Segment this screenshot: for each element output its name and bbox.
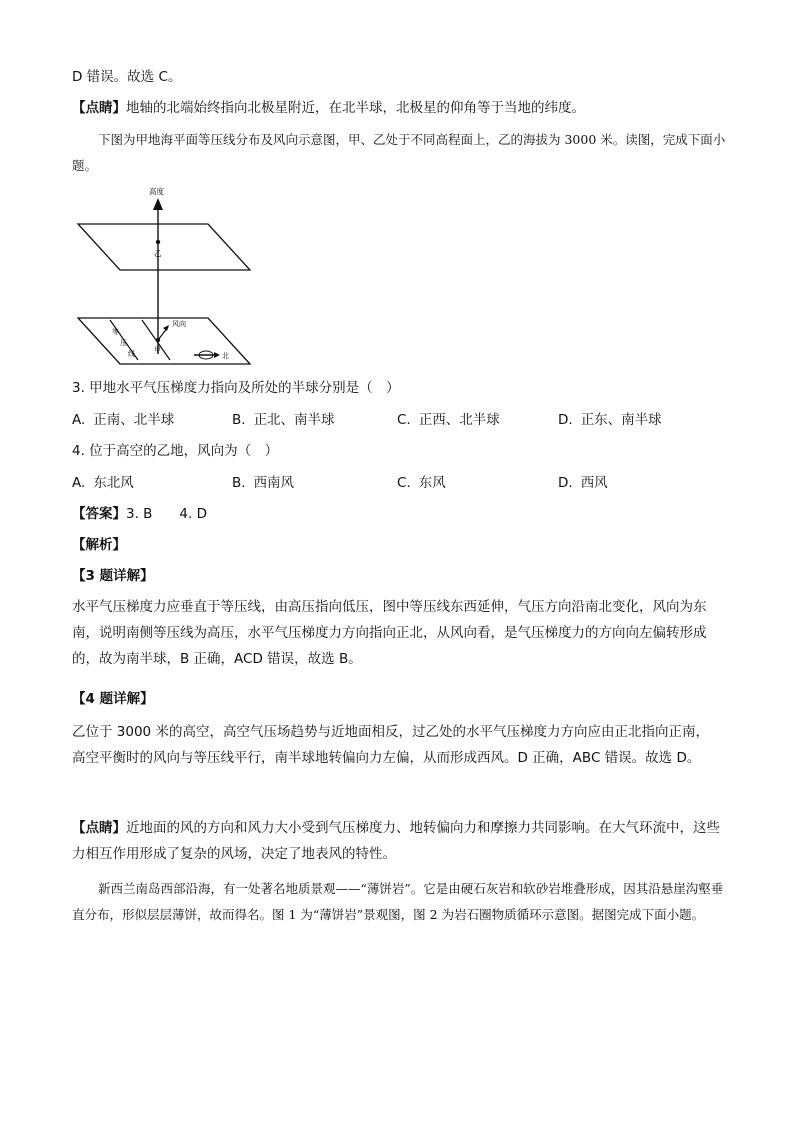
question-4-stem: 4. 位于高空的乙地，风向为（ ） [72, 443, 279, 459]
analysis-label: 【解析】 [72, 537, 126, 553]
intro-paragraph-2: 新西兰南岛西部沿海，有一处著名地质景观——“薄饼岩”。它是由硬石灰岩和软砂岩堆叠形成，因其沿悬崖沟壑垂直分布，形似层层薄饼，故而得名。图 1 为“薄饼岩”景观图，图 2 为岩石圈物质循环示意图。据图完成下面小题。 [72, 881, 724, 922]
isobar-label-char-1: 等 [112, 328, 119, 336]
q3-option-a: A. 正南、北半球 [72, 412, 175, 428]
q3-option-d: D. 正东、南半球 [558, 412, 662, 428]
dianjing-label-1: 【点睛】 [72, 100, 126, 116]
q3-option-b: B. 正北、南半球 [232, 412, 335, 428]
label-jia: 甲 [154, 346, 161, 354]
dianjing-1 [72, 98, 585, 118]
point-yi [156, 240, 160, 244]
height-axis-arrowhead [153, 198, 163, 210]
detail-3-label: 【3 题详解】 [72, 568, 154, 584]
answer-line [72, 504, 207, 524]
wind-label: 风向 [172, 320, 186, 328]
previous-answer-tail [72, 67, 181, 87]
dianjing-label-2: 【点睛】 [72, 820, 126, 836]
q4-option-a: A. 东北风 [72, 475, 134, 491]
north-label: 北 [222, 352, 229, 360]
axis-label: 高度 [149, 187, 164, 196]
dianjing-text-1: 地轴的北端始终指向北极星附近，在北半球，北极星的仰角等于当地的纬度。 [126, 100, 585, 116]
detail-4-label: 【4 题详解】 [72, 691, 154, 707]
question-3-stem: 3. 甲地水平气压梯度力指向及所处的半球分别是（ ） [72, 380, 400, 396]
isobar-wind-diagram [72, 184, 262, 368]
upper-plane [78, 224, 250, 270]
label-yi: 乙 [154, 249, 162, 258]
dianjing-text-2: 近地面的风的方向和风力大小受到气压梯度力、地转偏向力和摩擦力共同影响。在大气环流中，这些力相互作用形成了复杂的风场，决定了地表风的特性。 [72, 820, 720, 862]
text-d-wrong: D 错误。故选 C。 [72, 69, 182, 85]
isobar-label-char-2: 压 [120, 339, 127, 347]
north-indicator-arrowhead [214, 352, 220, 358]
isobar-label-char-3: 线 [128, 350, 135, 358]
answer-label: 【答案】 [72, 506, 126, 522]
q4-option-d: D. 西风 [558, 475, 608, 491]
q4-option-b: B. 西南风 [232, 475, 295, 491]
intro-paragraph-1: 下图为甲地海平面等压线分布及风向示意图，甲、乙处于不同高程面上，乙的海拔为 3000 米。读图，完成下面小题。 [72, 132, 726, 173]
detail-3-text: 水平气压梯度力应垂直于等压线，由高压指向低压，图中等压线东西延伸，气压方向沿南北变化，风向为东南，说明南侧等压线为高压，水平气压梯度力方向指向正北，从风向看，是气压梯度力的方向向左偏转形成的，故为南半球，B 正确，ACD 错误，故选 B。 [72, 599, 707, 667]
detail-4-text: 乙位于 3000 米的高空，高空气压场趋势与近地面相反，过乙处的水平气压梯度力方向应由正北指向正南，高空平衡时的风向与等压线平行，南半球地转偏向力左偏，从而形成西风。D 正确，ABC 错误。故选 D。 [72, 724, 709, 766]
q3-option-c: C. 正西、北半球 [397, 412, 500, 428]
wind-arrowhead [163, 325, 169, 331]
answer-text: 3. B 4. D [126, 506, 207, 522]
dianjing-2 [72, 815, 722, 867]
q4-option-c: C. 东风 [397, 475, 446, 491]
